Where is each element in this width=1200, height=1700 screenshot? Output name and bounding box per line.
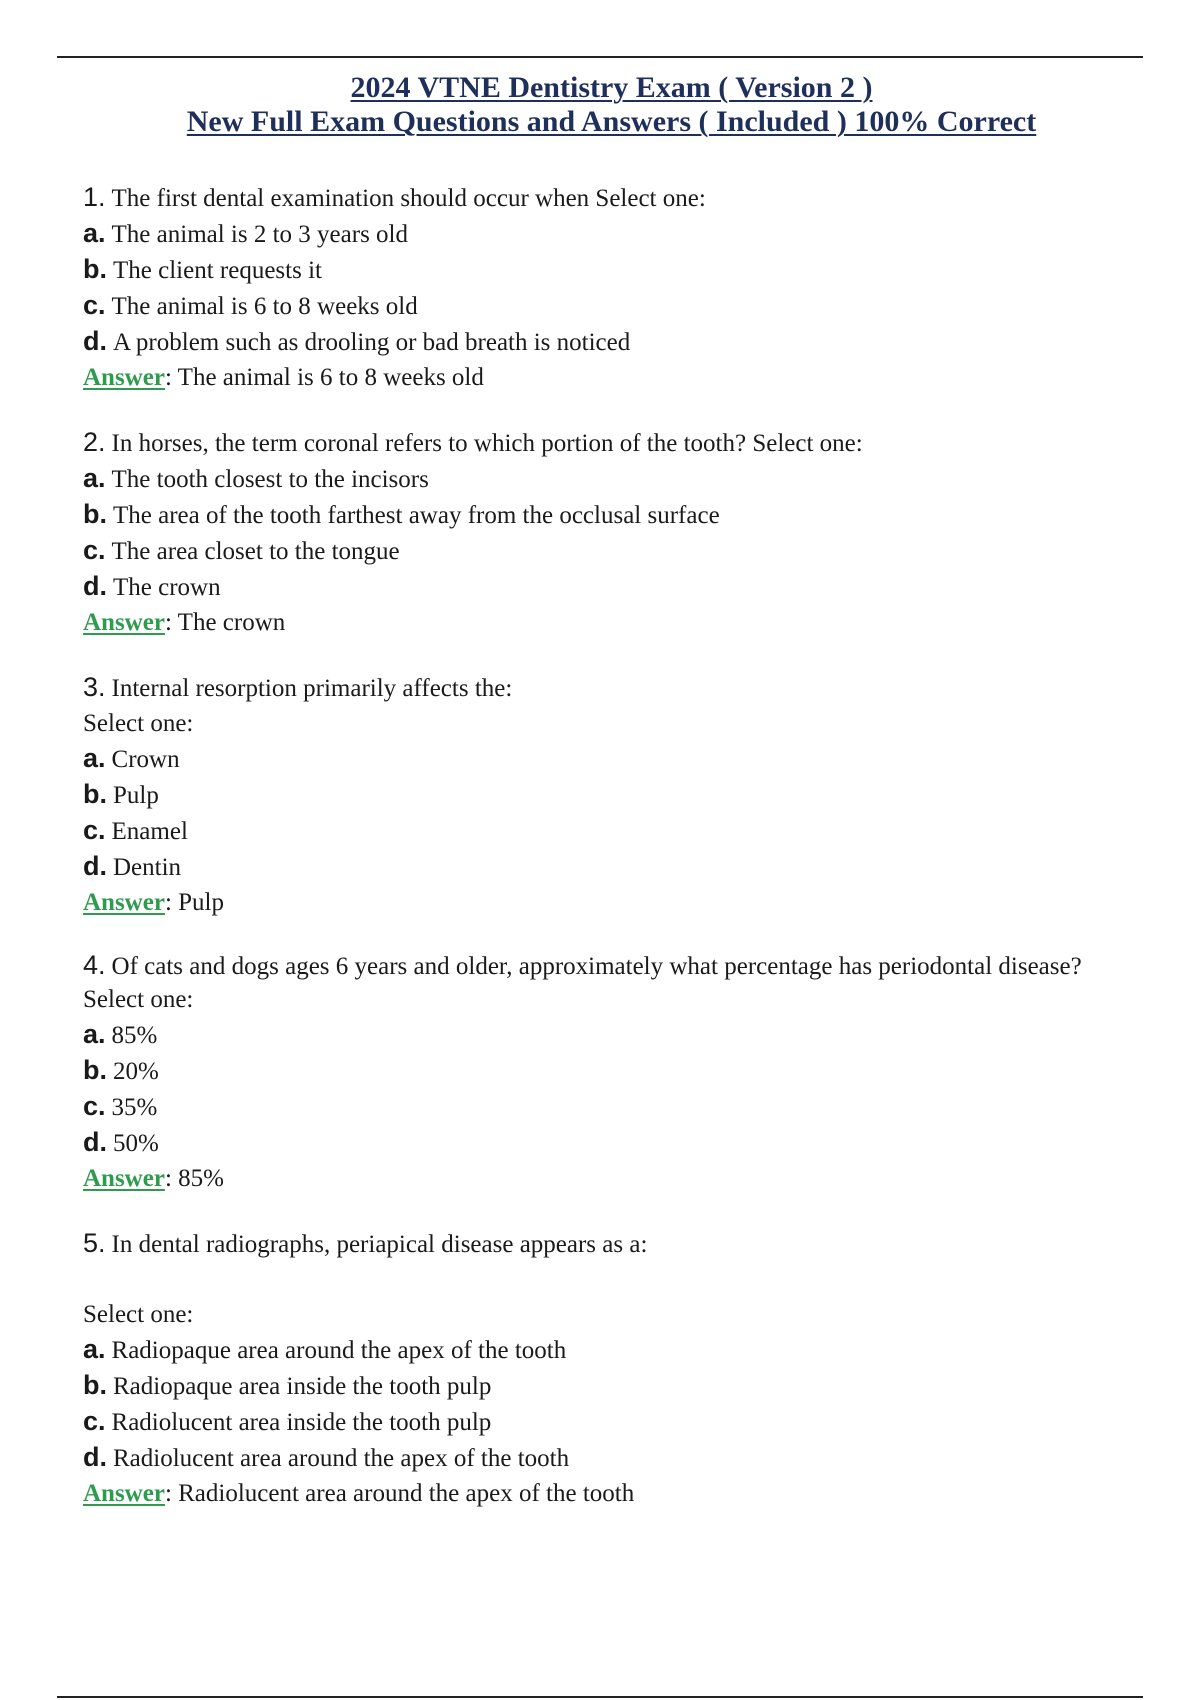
option-text: 20%	[113, 1058, 159, 1085]
option-text: The animal is 6 to 8 weeks old	[111, 293, 418, 320]
option-letter: d.	[83, 326, 107, 356]
option-letter: a.	[83, 1334, 106, 1364]
question-text	[83, 425, 1123, 461]
title-line-2: New Full Exam Questions and Answers ( Included ) 100% Correct	[186, 105, 1037, 138]
option-letter: b.	[83, 254, 107, 284]
option-letter: a.	[83, 218, 106, 248]
option-c	[83, 288, 1123, 324]
option-letter: d.	[83, 1127, 107, 1157]
answer-text: : The crown	[164, 609, 286, 636]
option-letter: a.	[83, 1019, 106, 1049]
option-b	[83, 1053, 1123, 1089]
answer-line	[83, 605, 1123, 640]
question-text	[83, 670, 1123, 706]
question-number: 3.	[83, 672, 106, 702]
page-title	[0, 71, 1200, 139]
option-text: The crown	[113, 574, 221, 601]
question-5	[83, 1226, 1123, 1511]
option-c	[83, 1089, 1123, 1125]
answer-text: : The animal is 6 to 8 weeks old	[164, 364, 484, 391]
option-a	[83, 216, 1123, 252]
question-prompt: Internal resorption primarily affects the:	[111, 675, 513, 702]
option-c	[83, 533, 1123, 569]
option-b	[83, 252, 1123, 288]
question-prompt: In horses, the term coronal refers to which portion of the tooth? Select one:	[111, 430, 863, 457]
option-text: Pulp	[113, 782, 159, 809]
bottom-rule	[57, 1696, 1143, 1698]
question-prompt: Of cats and dogs ages 6 years and older, approximately what percentage has periodontal disease?	[111, 953, 1082, 980]
option-b	[83, 777, 1123, 813]
question-1	[83, 180, 1123, 395]
answer-text: : Radiolucent area around the apex of the tooth	[164, 1480, 635, 1507]
option-text: Radiolucent area inside the tooth pulp	[111, 1409, 492, 1436]
option-letter: c.	[83, 1406, 106, 1436]
option-text: Enamel	[111, 818, 188, 845]
option-letter: d.	[83, 571, 107, 601]
title-line-1: 2024 VTNE Dentistry Exam ( Version 2 )	[350, 71, 873, 104]
option-letter: b.	[83, 499, 107, 529]
option-d	[83, 569, 1123, 605]
option-text: The area closet to the tongue	[111, 538, 400, 565]
option-letter: a.	[83, 743, 106, 773]
answer-label: Answer	[83, 1480, 165, 1507]
question-4	[83, 950, 1123, 1196]
option-letter: c.	[83, 290, 106, 320]
answer-line	[83, 360, 1123, 395]
question-number: 1.	[83, 182, 106, 212]
select-one-label: Select one:	[83, 1301, 194, 1328]
question-text	[83, 180, 1123, 216]
option-text: 50%	[113, 1130, 159, 1157]
option-text: Radiopaque area inside the tooth pulp	[113, 1373, 492, 1400]
option-text: Radiolucent area around the apex of the tooth	[113, 1445, 570, 1472]
answer-label: Answer	[83, 1165, 165, 1192]
option-text: 85%	[111, 1022, 158, 1049]
question-list	[83, 180, 1123, 1541]
answer-line	[83, 885, 1123, 920]
option-letter: c.	[83, 535, 106, 565]
question-text	[83, 950, 1123, 982]
answer-label: Answer	[83, 889, 165, 916]
question-2	[83, 425, 1123, 640]
option-a	[83, 1017, 1123, 1053]
question-3	[83, 670, 1123, 920]
option-letter: b.	[83, 1370, 107, 1400]
option-letter: d.	[83, 851, 107, 881]
option-text: The tooth closest to the incisors	[111, 466, 429, 493]
top-rule	[57, 56, 1143, 58]
option-text: The animal is 2 to 3 years old	[111, 221, 408, 248]
option-text: The client requests it	[113, 257, 322, 284]
question-text	[83, 1226, 1123, 1262]
option-c	[83, 1404, 1123, 1440]
option-letter: c.	[83, 1091, 106, 1121]
option-d	[83, 324, 1123, 360]
question-number: 5.	[83, 1228, 106, 1258]
answer-line	[83, 1161, 1123, 1196]
option-letter: b.	[83, 1055, 107, 1085]
question-number: 2.	[83, 427, 106, 457]
answer-text: : 85%	[164, 1165, 224, 1192]
answer-text: : Pulp	[164, 889, 224, 916]
option-letter: d.	[83, 1442, 107, 1472]
select-one-label: Select one:	[83, 710, 194, 737]
option-b	[83, 497, 1123, 533]
option-text: Crown	[111, 746, 180, 773]
option-text: Dentin	[113, 854, 182, 881]
question-number: 4.	[83, 950, 106, 980]
option-letter: b.	[83, 779, 107, 809]
answer-label: Answer	[83, 609, 165, 636]
option-d	[83, 1125, 1123, 1161]
option-c	[83, 813, 1123, 849]
answer-line	[83, 1476, 1123, 1511]
option-a	[83, 1332, 1123, 1368]
option-letter: a.	[83, 463, 106, 493]
option-b	[83, 1368, 1123, 1404]
option-text: 35%	[111, 1094, 158, 1121]
option-text: The area of the tooth farthest away from the occlusal surface	[113, 502, 720, 529]
option-a	[83, 741, 1123, 777]
question-prompt: In dental radiographs, periapical disease appears as a:	[111, 1231, 648, 1258]
blank-line	[83, 1262, 1123, 1297]
select-one-label: Select one:	[83, 986, 194, 1013]
option-text: A problem such as drooling or bad breath is noticed	[113, 329, 631, 356]
question-prompt: The first dental examination should occur when Select one:	[111, 185, 706, 212]
option-a	[83, 461, 1123, 497]
answer-label: Answer	[83, 364, 165, 391]
option-d	[83, 1440, 1123, 1476]
option-letter: c.	[83, 815, 106, 845]
option-d	[83, 849, 1123, 885]
option-text: Radiopaque area around the apex of the tooth	[111, 1337, 567, 1364]
